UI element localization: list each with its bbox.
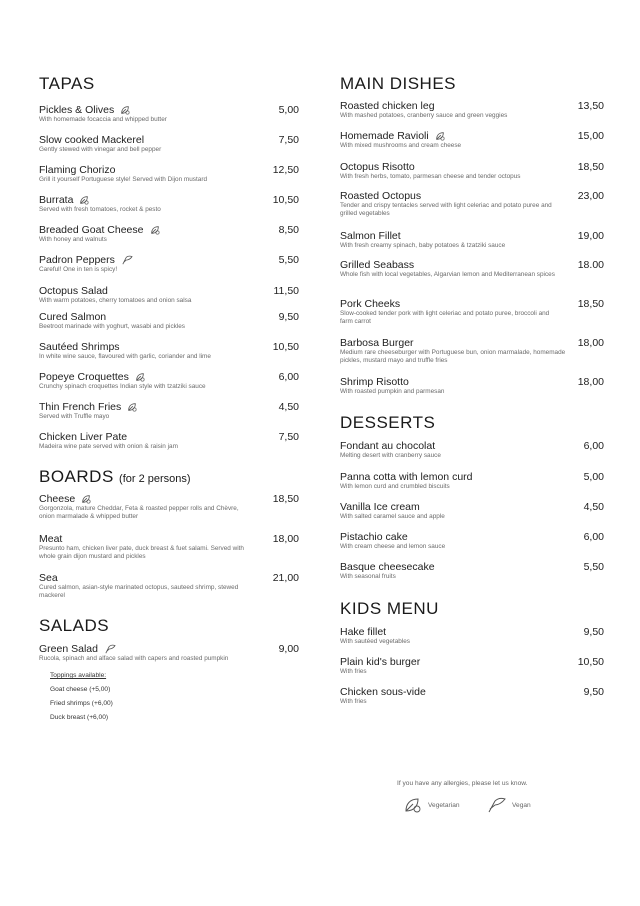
item-description: With seasonal fruits bbox=[340, 573, 396, 580]
toppings-list bbox=[50, 669, 113, 725]
item-price: 9,50 bbox=[278, 311, 299, 323]
menu-item bbox=[39, 341, 299, 361]
item-name: Hake fillet bbox=[340, 626, 387, 638]
item-price: 18,00 bbox=[272, 533, 299, 545]
item-name: Pickles & Olives bbox=[39, 104, 115, 116]
item-description: Slow-cooked tender pork with light celeriac and potato puree, broccoli and farm carrot bbox=[340, 310, 550, 326]
vegetarian-icon bbox=[135, 372, 145, 382]
item-description: Tender and crispy tentacles served with light celeriac and potato puree and grilled vegetables bbox=[340, 202, 552, 218]
item-price: 9,00 bbox=[278, 643, 299, 655]
item-price: 5,00 bbox=[278, 104, 299, 116]
vegan-icon bbox=[121, 255, 133, 265]
item-description: Rucola, spinach and alface salad with capers and roasted pumpkin bbox=[39, 655, 229, 662]
boards-title: BOARDS bbox=[39, 467, 114, 486]
allergy-note: If you have any allergies, please let us know. bbox=[397, 780, 528, 787]
item-description: Beetroot marinade with yoghurt, wasabi and pickles bbox=[39, 323, 185, 330]
item-name: Pistachio cake bbox=[340, 531, 408, 543]
vegetarian-icon bbox=[120, 105, 130, 115]
item-description: Gently stewed with vinegar and bell pepper bbox=[39, 146, 162, 153]
item-price: 18,50 bbox=[272, 493, 299, 505]
item-name: Panna cotta with lemon curd bbox=[340, 471, 473, 483]
item-price: 9,50 bbox=[583, 686, 604, 698]
vegan-icon bbox=[104, 644, 116, 654]
menu-item bbox=[340, 626, 604, 646]
item-price: 18,50 bbox=[577, 161, 604, 173]
item-description: With sautéed vegetables bbox=[340, 638, 410, 645]
item-name: Cheese bbox=[39, 493, 76, 505]
item-name: Burrata bbox=[39, 194, 74, 206]
menu-item bbox=[340, 376, 604, 396]
item-name: Salmon Fillet bbox=[340, 230, 401, 242]
item-price: 8,50 bbox=[278, 224, 299, 236]
menu-item bbox=[39, 371, 299, 391]
item-price: 10,50 bbox=[272, 194, 299, 206]
item-name: Basque cheesecake bbox=[340, 561, 435, 573]
item-price: 6,00 bbox=[583, 531, 604, 543]
menu-item bbox=[340, 561, 604, 581]
item-description: Cured salmon, asian-style marinated octopus, sauteed shrimp, stewed mackerel bbox=[39, 584, 239, 600]
item-price: 7,50 bbox=[278, 134, 299, 146]
item-price: 4,50 bbox=[583, 501, 604, 513]
item-name: Shrimp Risotto bbox=[340, 376, 409, 388]
item-name: Octopus Salad bbox=[39, 285, 108, 297]
item-description: With fresh creamy spinach, baby potatoes & tzatziki sauce bbox=[340, 242, 506, 249]
vegetarian-icon bbox=[150, 225, 160, 235]
item-price: 19,00 bbox=[577, 230, 604, 242]
legend-vegan bbox=[486, 797, 531, 813]
salads-heading: SALADS bbox=[39, 616, 110, 635]
menu-item bbox=[340, 531, 604, 551]
item-description: With fresh herbs, tomato, parmesan cheese and tender octopus bbox=[340, 173, 521, 180]
vegetarian-icon bbox=[81, 494, 91, 504]
item-price: 23,00 bbox=[577, 190, 604, 202]
item-name: Popeye Croquettes bbox=[39, 371, 129, 383]
menu-item bbox=[340, 130, 604, 150]
item-price: 18,00 bbox=[577, 376, 604, 388]
item-name: Barbosa Burger bbox=[340, 337, 414, 349]
item-description: In white wine sauce, flavoured with garlic, coriander and lime bbox=[39, 353, 211, 360]
item-description: Grill it yourself Portuguese style! Served with Dijon mustard bbox=[39, 176, 207, 183]
item-price: 9,50 bbox=[583, 626, 604, 638]
item-description: With honey and walnuts bbox=[39, 236, 107, 243]
legend-vegetarian bbox=[404, 797, 460, 813]
item-name: Padron Peppers bbox=[39, 254, 115, 266]
menu-item bbox=[340, 190, 604, 218]
menu-item bbox=[39, 533, 299, 561]
topping-item: Fried shrimps (+6,00) bbox=[50, 700, 113, 707]
vegetarian-icon bbox=[79, 195, 89, 205]
menu-item bbox=[39, 224, 299, 244]
menu-item bbox=[39, 643, 299, 663]
menu-item bbox=[340, 298, 604, 326]
item-price: 18,00 bbox=[577, 337, 604, 349]
topping-item: Goat cheese (+5,00) bbox=[50, 686, 111, 693]
legend-label: Vegetarian bbox=[428, 801, 460, 809]
item-price: 21,00 bbox=[272, 572, 299, 584]
item-description: With roasted pumpkin and parmesan bbox=[340, 388, 445, 395]
item-price: 4,50 bbox=[278, 401, 299, 413]
item-description: With fries bbox=[340, 668, 367, 675]
menu-item bbox=[39, 254, 299, 274]
item-description: Served with Truffle mayo bbox=[39, 413, 110, 420]
desserts-heading: DESSERTS bbox=[340, 413, 436, 432]
item-price: 5,50 bbox=[278, 254, 299, 266]
item-name: Sautéed Shrimps bbox=[39, 341, 120, 353]
item-price: 11,50 bbox=[273, 285, 299, 297]
menu-item bbox=[340, 440, 604, 460]
tapas-heading: TAPAS bbox=[39, 74, 95, 93]
item-price: 18.00 bbox=[577, 259, 604, 271]
menu-item bbox=[39, 194, 299, 214]
item-name: Fondant au chocolat bbox=[340, 440, 436, 452]
item-name: Cured Salmon bbox=[39, 311, 107, 323]
legend-label: Vegan bbox=[512, 801, 531, 809]
menu-item bbox=[340, 471, 604, 491]
menu-item bbox=[340, 230, 604, 250]
item-price: 6,00 bbox=[278, 371, 299, 383]
item-name: Sea bbox=[39, 572, 58, 584]
item-name: Meat bbox=[39, 533, 63, 545]
main-dishes-heading: MAIN DISHES bbox=[340, 74, 457, 93]
item-price: 10,50 bbox=[577, 656, 604, 668]
menu-item bbox=[340, 501, 604, 521]
item-description: Crunchy spinach croquettes Indian style with tzatziki sauce bbox=[39, 383, 206, 390]
item-price: 12,50 bbox=[272, 164, 299, 176]
boards-note: (for 2 persons) bbox=[119, 473, 191, 485]
item-name: Breaded Goat Cheese bbox=[39, 224, 144, 236]
menu-item bbox=[39, 104, 299, 124]
item-description: With cream cheese and lemon sauce bbox=[340, 543, 446, 550]
item-description: Presunto ham, chicken liver pate, duck breast & fuet salami. Served with whole grain dijon mustard and pickles bbox=[39, 545, 244, 561]
item-name: Homemade Ravioli bbox=[340, 130, 429, 142]
item-price: 5,00 bbox=[583, 471, 604, 483]
item-name: Octopus Risotto bbox=[340, 161, 415, 173]
item-description: Served with fresh tomatoes, rocket & pesto bbox=[39, 206, 161, 213]
item-name: Vanilla Ice cream bbox=[340, 501, 420, 513]
item-name: Green Salad bbox=[39, 643, 98, 655]
menu-item bbox=[340, 259, 604, 279]
item-description: Medium rare cheeseburger with Portuguese bun, onion marmalade, homemade pickles, mustard mayo and truffle fries bbox=[340, 349, 566, 365]
kids-menu-heading: KIDS MENU bbox=[340, 599, 439, 618]
menu-item bbox=[340, 686, 604, 706]
item-name: Chicken sous-vide bbox=[340, 686, 426, 698]
boards-heading bbox=[39, 467, 191, 487]
item-name: Flaming Chorizo bbox=[39, 164, 116, 176]
item-description: With mixed mushrooms and cream cheese bbox=[340, 142, 462, 149]
menu-item bbox=[39, 164, 299, 184]
vegetarian-icon bbox=[127, 402, 137, 412]
item-price: 13,50 bbox=[577, 100, 604, 112]
item-description: Careful! One in ten is spicy! bbox=[39, 266, 118, 273]
item-price: 5,50 bbox=[583, 561, 604, 573]
item-description: With fries bbox=[340, 698, 367, 705]
item-name: Chicken Liver Pate bbox=[39, 431, 128, 443]
item-description: Gorgonzola, mature Cheddar, Feta & roasted pepper rolls and Chèvre, onion marmalade & whipped butter bbox=[39, 505, 239, 521]
toppings-title: Toppings available: bbox=[50, 672, 107, 679]
menu-item bbox=[39, 401, 299, 421]
item-name: Roasted chicken leg bbox=[340, 100, 435, 112]
menu-item bbox=[39, 431, 299, 451]
menu-item bbox=[39, 493, 299, 521]
item-price: 10,50 bbox=[272, 341, 299, 353]
vegetarian-icon bbox=[404, 797, 428, 813]
topping-item: Duck breast (+6,00) bbox=[50, 714, 109, 721]
item-price: 18,50 bbox=[577, 298, 604, 310]
menu-item bbox=[39, 134, 299, 154]
menu-item bbox=[39, 311, 299, 331]
item-price: 6,00 bbox=[583, 440, 604, 452]
menu-item bbox=[340, 161, 604, 181]
item-name: Pork Cheeks bbox=[340, 298, 401, 310]
item-description: With mashed potatoes, cranberry sauce and green veggies bbox=[340, 112, 508, 119]
vegan-icon bbox=[486, 797, 512, 813]
vegetarian-icon bbox=[435, 131, 445, 141]
item-description: With homemade focaccia and whipped butter bbox=[39, 116, 167, 123]
item-description: Madeira wine pate served with onion & raisin jam bbox=[39, 443, 178, 450]
item-name: Slow cooked Mackerel bbox=[39, 134, 145, 146]
menu-item bbox=[39, 572, 299, 600]
item-description: With lemon curd and crumbled biscuits bbox=[340, 483, 450, 490]
item-description: With salted caramel sauce and apple bbox=[340, 513, 445, 520]
item-description: With warm potatoes, cherry tomatoes and onion salsa bbox=[39, 297, 192, 304]
menu-item bbox=[340, 656, 604, 676]
item-name: Roasted Octopus bbox=[340, 190, 422, 202]
item-description: Whole fish with local vegetables, Algarvian lemon and Mediterranean spices bbox=[340, 271, 555, 278]
menu-item bbox=[340, 337, 604, 365]
item-description: Melting desert with cranberry sauce bbox=[340, 452, 441, 459]
menu-item bbox=[340, 100, 604, 120]
menu-item bbox=[39, 285, 299, 305]
item-name: Grilled Seabass bbox=[340, 259, 415, 271]
item-name: Thin French Fries bbox=[39, 401, 122, 413]
item-price: 15,00 bbox=[577, 130, 604, 142]
item-name: Plain kid's burger bbox=[340, 656, 421, 668]
item-price: 7,50 bbox=[278, 431, 299, 443]
